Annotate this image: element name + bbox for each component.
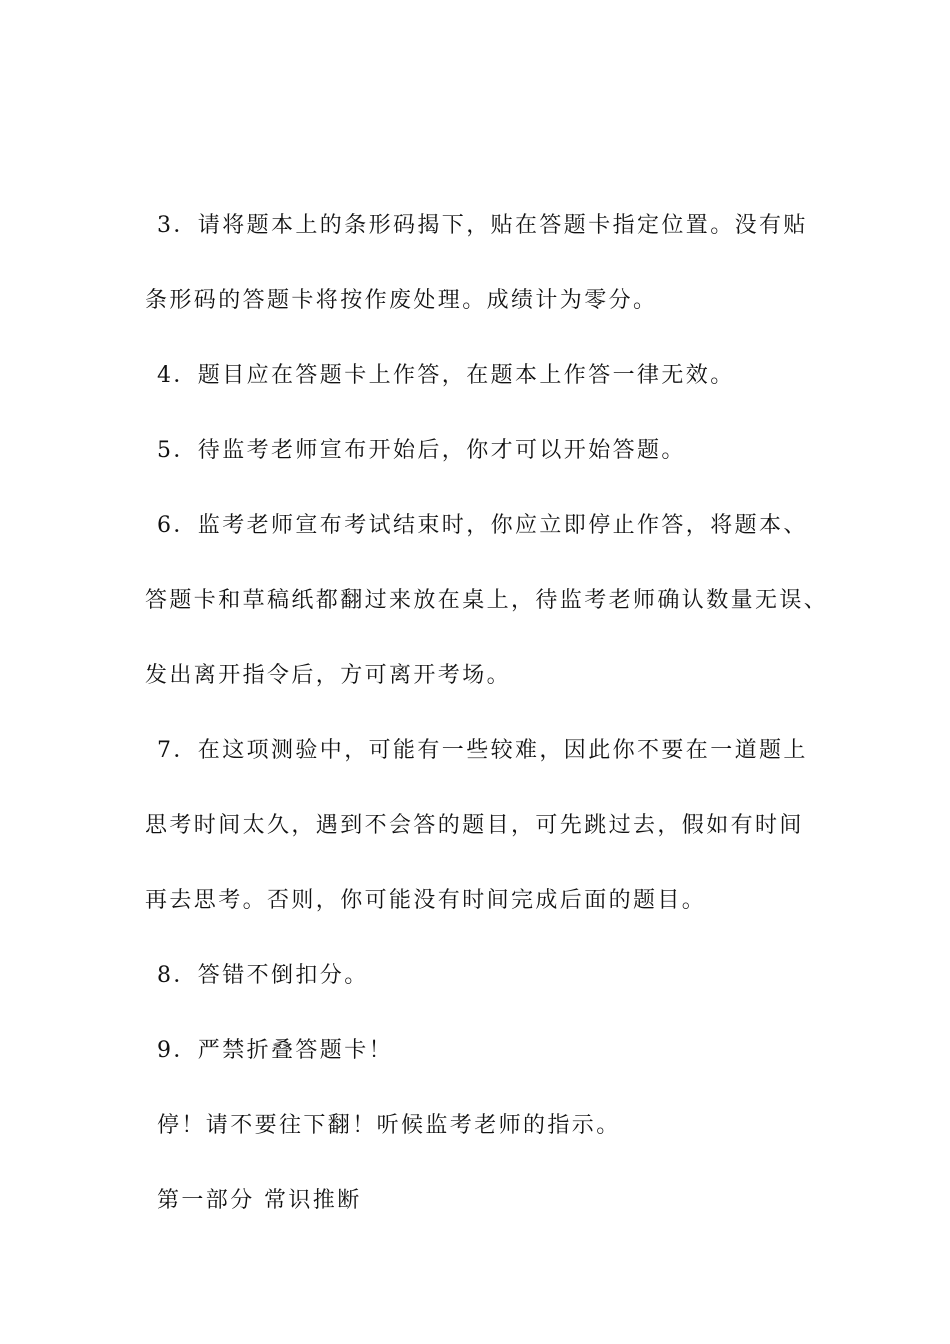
instruction-5: 5．待监考老师宣布开始后，你才可以开始答题。 [157, 438, 686, 463]
instruction-6-line-3: 发出离开指令后，方可离开考场。 [145, 663, 512, 688]
instruction-3-line-1: 3．请将题本上的条形码揭下，贴在答题卡指定位置。没有贴 [157, 213, 808, 238]
instruction-6-line-2: 答题卡和草稿纸都翻过来放在桌上，待监考老师确认数量无误、 [145, 588, 829, 613]
instruction-4: 4．题目应在答题卡上作答，在题本上作答一律无效。 [157, 363, 735, 388]
instruction-7-line-1: 7．在这项测验中，可能有一些较难，因此你不要在一道题上 [157, 738, 808, 763]
instruction-7-line-3: 再去思考。否则，你可能没有时间完成后面的题目。 [145, 888, 707, 913]
section-heading: 第一部分 常识推断 [157, 1188, 362, 1213]
instruction-3-line-2: 条形码的答题卡将按作废处理。成绩计为零分。 [145, 288, 658, 313]
stop-notice: 停！请不要往下翻！听候监考老师的指示。 [157, 1113, 621, 1138]
instruction-6-line-1: 6．监考老师宣布考试结束时，你应立即停止作答，将题本、 [157, 513, 808, 538]
instruction-8: 8．答错不倒扣分。 [157, 963, 369, 988]
instruction-9: 9．严禁折叠答题卡！ [157, 1038, 393, 1063]
instruction-7-line-2: 思考时间太久，遇到不会答的题目，可先跳过去，假如有时间 [145, 813, 804, 838]
